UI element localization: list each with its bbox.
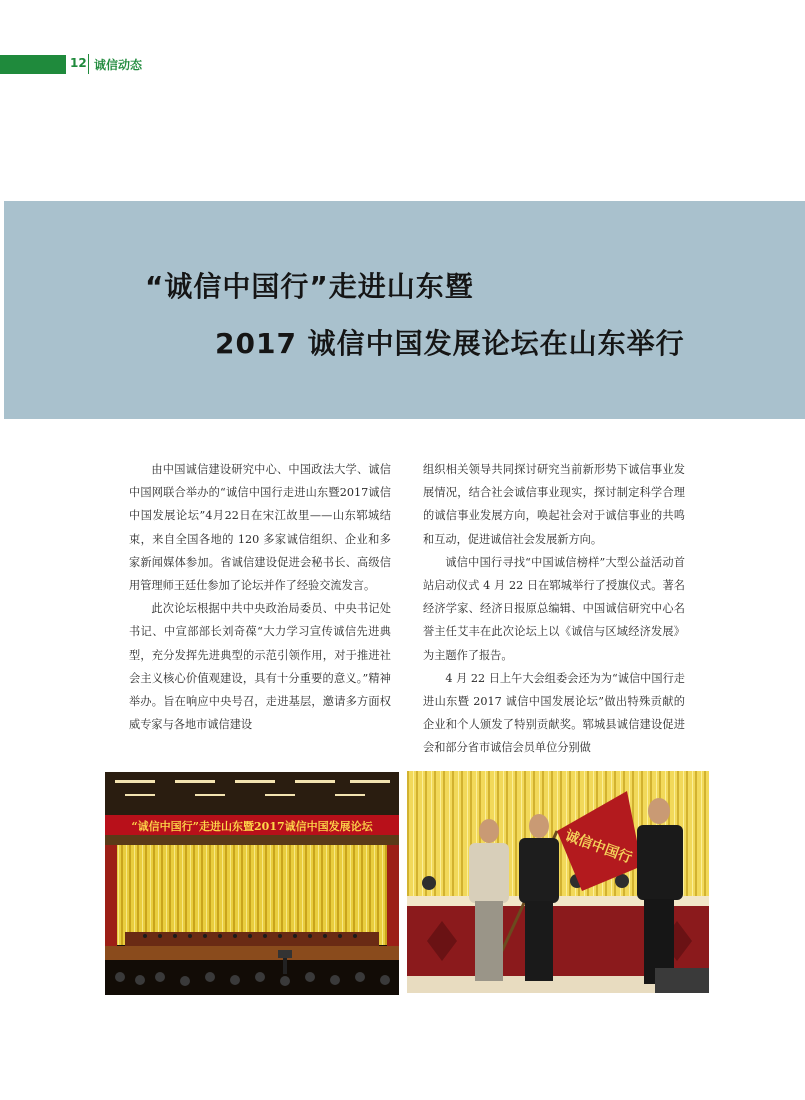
article-title-line-2: 2017 诚信中国发展论坛在山东举行: [215, 327, 685, 360]
header-divider: [88, 54, 89, 74]
photo-conference-hall: [105, 772, 399, 995]
page-number: 12: [70, 56, 87, 70]
body-paragraph: 组织相关领导共同探讨研究当前新形势下诚信事业发展情况，结合社会诚信事业现实，探讨制定科学合理的诚信事业发展方向，唤起社会对于诚信事业的共鸣和互动，促进诚信社会发展新方向。: [423, 463, 685, 546]
flag-text: 诚信中国行: [562, 827, 634, 867]
article-title-line-1: “诚信中国行”走进山东暨: [145, 270, 474, 303]
body-column-left: [129, 458, 391, 736]
section-label: 诚信动态: [94, 58, 143, 72]
title-band: [4, 201, 805, 419]
body-paragraph: 由中国诚信建设研究中心、中国政法大学、诚信中国网联合举办的“诚信中国行走进山东暨2017诚信中国发展论坛”4月22日在宋江故里——山东郓城结束，来自全国各地的 120 多家诚信组织、企业和多家新闻媒体参加。省诚信建设促进会秘书长、高级信用管理师王廷仕参加了论坛并作了经验交流发言。: [129, 463, 391, 593]
body-paragraph: 4 月 22 日上午大会组委会还为为“诚信中国行走进山东暨 2017 诚信中国发展论坛”做出特殊贡献的企业和个人颁发了特别贡献奖。郓城县诚信建设促进会和部分省市诚信会员单位分别做: [423, 671, 685, 755]
header-color-bar: [0, 55, 66, 74]
banner-text: “诚信中国行”走进山东暨2017诚信中国发展论坛: [131, 820, 373, 833]
body-column-right: [423, 458, 685, 760]
body-paragraph: 此次论坛根据中共中央政治局委员、中央书记处书记、中宣部部长刘奇葆“大力学习宣传诚信先进典型，充分发挥先进典型的示范引领作用，对于推进社会主义核心价值观建设，具有十分重要的意义。”精神举办。旨在响应中央号召，走进基层，邀请多方面权威专家与各地市诚信建设: [129, 602, 391, 732]
body-paragraph: 诚信中国行寻找“中国诚信榜样”大型公益活动首站启动仪式 4 月 22 日在郓城举行了授旗仪式。著名经济学家、经济日报原总编辑、中国诚信研究中心名誉主任艾丰在此次论坛上以《诚信与区域经济发展》为主题作了报告。: [423, 555, 685, 662]
photo-flag-ceremony: [407, 771, 709, 993]
